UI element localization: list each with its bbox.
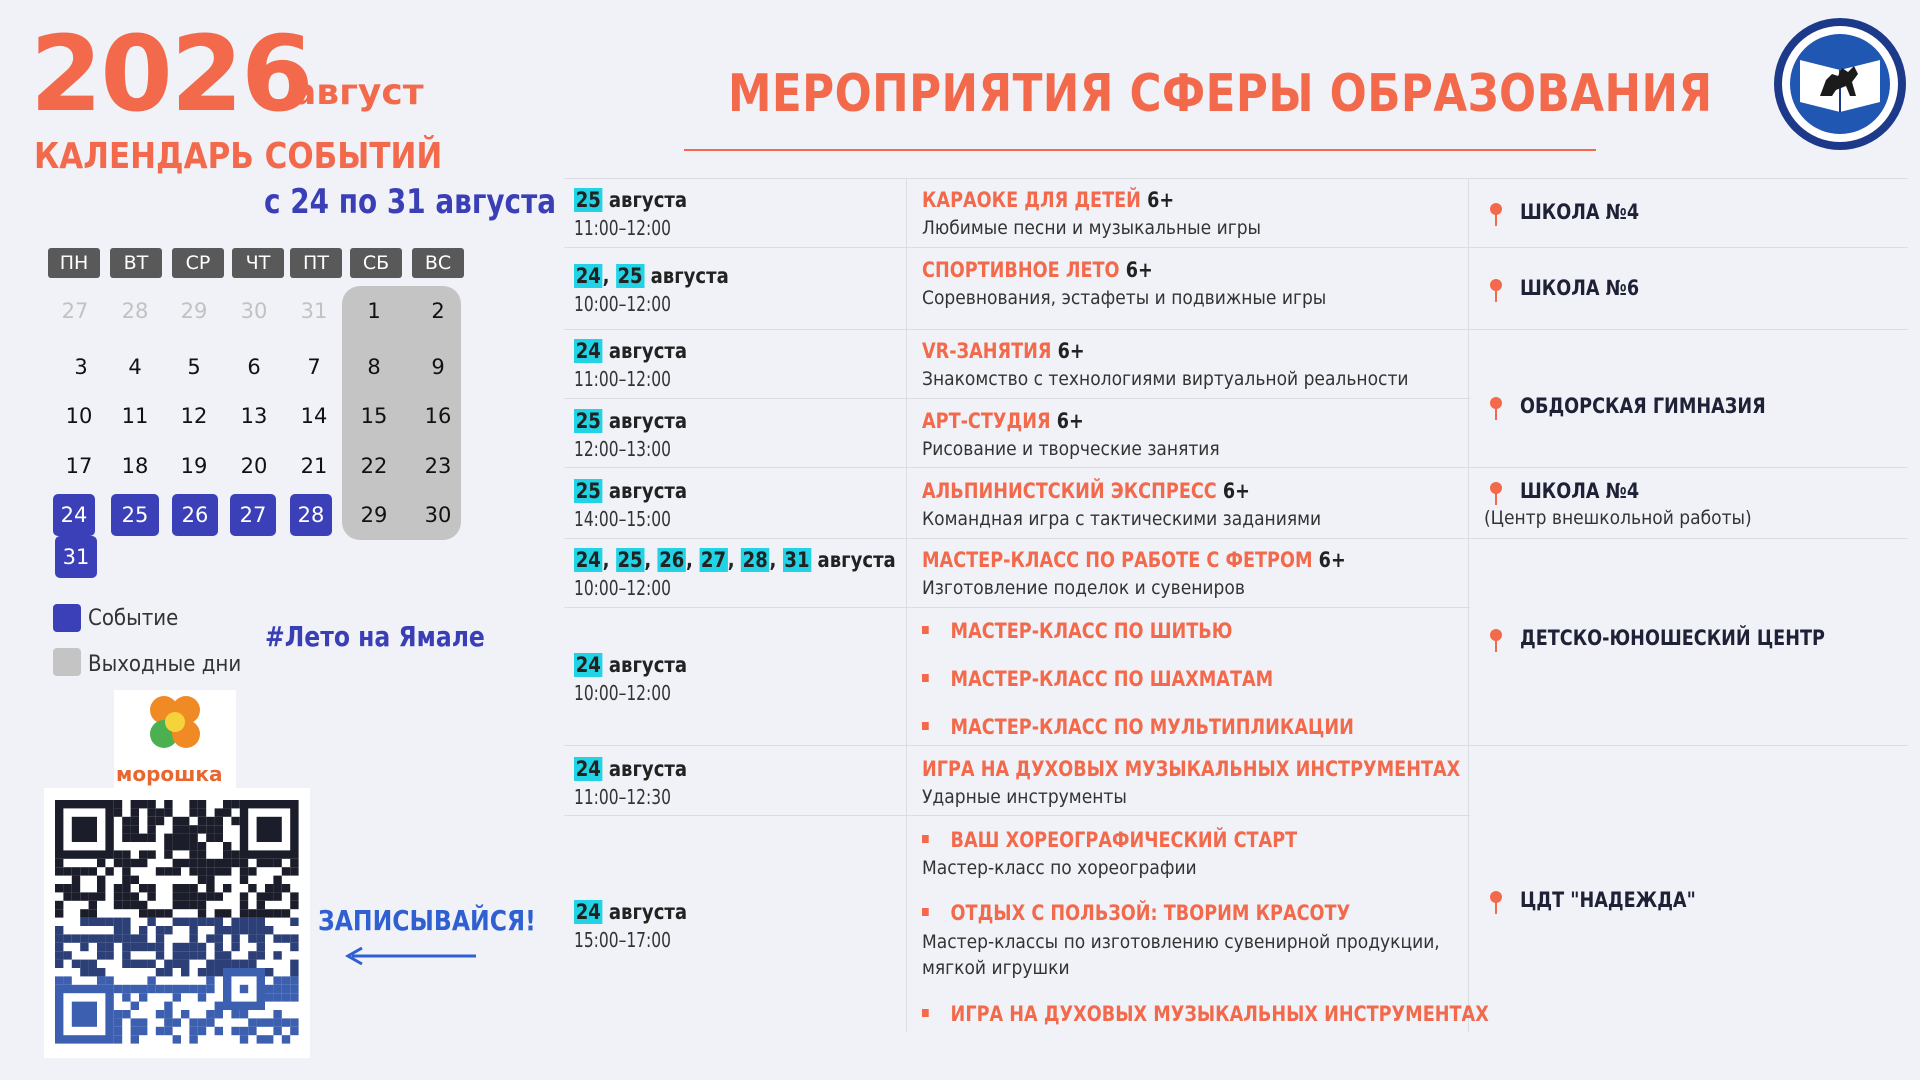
event-date: 24, 25, 26, 27, 28, 31 августа: [575, 548, 896, 572]
row-divider: [564, 745, 1908, 746]
title-divider: [684, 149, 1596, 151]
calendar-day: 2: [431, 299, 445, 323]
event-time: 11:00–12:00: [574, 367, 671, 391]
row-divider: [564, 398, 1470, 399]
location-pin-icon: [1488, 202, 1504, 228]
location-pin-icon: [1488, 481, 1504, 507]
calendar-day: 20: [240, 454, 268, 478]
event-bullet-item: ИГРА НА ДУХОВЫХ МУЗЫКАЛЬНЫХ ИНСТРУМЕНТАХ: [922, 1002, 1489, 1026]
event-time: 15:00–17:00: [574, 928, 671, 952]
event-description: Соревнования, эстафеты и подвижные игры: [922, 287, 1327, 309]
calendar-day: 23: [424, 454, 452, 478]
weekday-sun: ВС: [412, 248, 464, 278]
event-bullet-item: ВАШ ХОРЕОГРАФИЧЕСКИЙ СТАРТ: [922, 828, 1297, 852]
event-legend-label: Событие: [88, 606, 179, 631]
calendar-day: 15: [360, 404, 388, 428]
arrow-left-icon: [342, 946, 478, 966]
calendar-day: 10: [65, 404, 93, 428]
calendar-day: 27: [61, 299, 89, 323]
event-bullet-item: ОТДЫХ С ПОЛЬЗОЙ: ТВОРИМ КРАСОТУ: [922, 901, 1350, 925]
weekday-wed: СР: [172, 248, 224, 278]
calendar-day: 19: [180, 454, 208, 478]
calendar-day: 6: [247, 355, 261, 379]
hashtag: #Лето на Ямале: [265, 620, 485, 653]
moroshka-logo-text: морошка: [116, 762, 223, 786]
date-range: с 24 по 31 августа: [264, 182, 557, 222]
calendar-day: 29: [360, 503, 388, 527]
event-description: Любимые песни и музыкальные игры: [922, 217, 1262, 239]
event-time: 12:00–13:00: [574, 437, 671, 461]
calendar-day-event[interactable]: 31: [55, 536, 97, 578]
row-divider: [564, 178, 1908, 179]
calendar-day-event[interactable]: 27: [230, 494, 276, 536]
row-divider: [564, 607, 1470, 608]
event-bullet-item: МАСТЕР-КЛАСС ПО ШАХМАТАМ: [922, 667, 1273, 691]
event-title: КАРАОКЕ ДЛЯ ДЕТЕЙ 6+: [922, 188, 1175, 212]
weekend-legend-swatch: [53, 648, 81, 676]
calendar-day: 9: [431, 355, 445, 379]
bullet-icon: [922, 1009, 929, 1017]
calendar-day: 3: [74, 355, 88, 379]
calendar-day: 5: [187, 355, 201, 379]
event-title: МАСТЕР-КЛАСС ПО РАБОТЕ С ФЕТРОМ 6+: [922, 548, 1346, 572]
event-title: ИГРА НА ДУХОВЫХ МУЗЫКАЛЬНЫХ ИНСТРУМЕНТАХ: [922, 757, 1461, 781]
weekday-mon: ПН: [48, 248, 100, 278]
event-description: Рисование и творческие занятия: [922, 438, 1220, 460]
calendar-day: 12: [180, 404, 208, 428]
column-divider: [1468, 178, 1469, 1032]
calendar-day: 18: [121, 454, 149, 478]
calendar-day: 4: [128, 355, 142, 379]
calendar-day: 22: [360, 454, 388, 478]
event-description: Знакомство с технологиями виртуальной реальности: [922, 368, 1409, 390]
qr-code-icon: [44, 788, 310, 1058]
event-legend-swatch: [53, 604, 81, 632]
weekend-legend-label: Выходные дни: [88, 652, 242, 677]
calendar-day: 31: [300, 299, 328, 323]
venue-name: ШКОЛА №4: [1520, 479, 1640, 503]
event-date: 25 августа: [575, 409, 688, 433]
event-bullet-item: МАСТЕР-КЛАСС ПО МУЛЬТИПЛИКАЦИИ: [922, 715, 1354, 739]
event-bullet-item: МАСТЕР-КЛАСС ПО ШИТЬЮ: [922, 619, 1232, 643]
main-title: МЕРОПРИЯТИЯ СФЕРЫ ОБРАЗОВАНИЯ: [728, 64, 1713, 124]
weekday-sat: СБ: [350, 248, 402, 278]
event-title: АРТ-СТУДИЯ 6+: [922, 409, 1084, 433]
weekday-tue: ВТ: [110, 248, 162, 278]
calendar-day: 28: [121, 299, 149, 323]
event-description: Мастер-классы по изготовлению сувенирной продукции,: [922, 931, 1440, 953]
event-description: мягкой игрушки: [922, 957, 1070, 979]
venue-subtitle: (Центр внешкольной работы): [1484, 507, 1752, 529]
weekday-fri: ПТ: [290, 248, 342, 278]
calendar-day-event[interactable]: 25: [111, 494, 159, 536]
calendar-day: 11: [121, 404, 149, 428]
event-date: 24 августа: [575, 757, 688, 781]
calendar-day: 17: [65, 454, 93, 478]
calendar-day-event[interactable]: 28: [290, 494, 332, 536]
event-time: 14:00–15:00: [574, 507, 671, 531]
location-pin-icon: [1488, 396, 1504, 422]
month: август: [292, 72, 424, 113]
event-date: 24 августа: [575, 900, 688, 924]
bullet-icon: [922, 908, 929, 916]
event-title: VR-ЗАНЯТИЯ 6+: [922, 339, 1085, 363]
year: 2026: [30, 13, 312, 135]
calendar-day-event[interactable]: 24: [53, 494, 95, 536]
calendar-day: 8: [367, 355, 381, 379]
venue-name: ШКОЛА №6: [1520, 276, 1640, 300]
location-pin-icon: [1488, 890, 1504, 916]
calendar-day: 14: [300, 404, 328, 428]
calendar-day: 13: [240, 404, 268, 428]
venue-name: ШКОЛА №4: [1520, 200, 1640, 224]
event-title: СПОРТИВНОЕ ЛЕТО 6+: [922, 258, 1153, 282]
event-description: Командная игра с тактическими заданиями: [922, 508, 1322, 530]
column-divider: [906, 178, 907, 1032]
row-divider: [564, 467, 1908, 468]
event-time: 10:00–12:00: [574, 681, 671, 705]
event-time: 10:00–12:00: [574, 576, 671, 600]
bullet-icon: [922, 626, 929, 634]
calendar-day-event[interactable]: 26: [172, 494, 218, 536]
bullet-icon: [922, 722, 929, 730]
calendar-title: КАЛЕНДАРЬ СОБЫТИЙ: [34, 136, 443, 177]
calendar-day: 30: [424, 503, 452, 527]
event-time: 10:00–12:00: [574, 292, 671, 316]
venue-name: ОБДОРСКАЯ ГИМНАЗИЯ: [1520, 394, 1766, 418]
location-pin-icon: [1488, 628, 1504, 654]
signup-label: ЗАПИСЫВАЙСЯ!: [318, 904, 536, 937]
event-title: АЛЬПИНИСТСКИЙ ЭКСПРЕСС 6+: [922, 479, 1250, 503]
venue-name: ДЕТСКО-ЮНОШЕСКИЙ ЦЕНТР: [1520, 626, 1825, 650]
event-date: 25 августа: [575, 188, 688, 212]
weekday-thu: ЧТ: [232, 248, 284, 278]
event-time: 11:00–12:30: [574, 785, 671, 809]
calendar-day: 30: [240, 299, 268, 323]
calendar-day: 16: [424, 404, 452, 428]
event-description: Мастер-класс по хореографии: [922, 857, 1197, 879]
calendar-day: 29: [180, 299, 208, 323]
event-date: 24 августа: [575, 653, 688, 677]
event-date: 24, 25 августа: [575, 264, 729, 288]
event-description: Изготовление поделок и сувениров: [922, 577, 1245, 599]
event-date: 24 августа: [575, 339, 688, 363]
event-description: Ударные инструменты: [922, 786, 1127, 808]
event-date: 25 августа: [575, 479, 688, 503]
qr-code[interactable]: [44, 788, 310, 1058]
calendar-day: 1: [367, 299, 381, 323]
row-divider: [564, 815, 1470, 816]
event-time: 11:00–12:00: [574, 216, 671, 240]
row-divider: [564, 247, 1908, 248]
row-divider: [564, 538, 1908, 539]
calendar-day: 21: [300, 454, 328, 478]
bullet-icon: [922, 835, 929, 843]
bullet-icon: [922, 674, 929, 682]
calendar-day: 7: [307, 355, 321, 379]
flower-icon: [114, 690, 236, 762]
location-pin-icon: [1488, 278, 1504, 304]
venue-name: ЦДТ "НАДЕЖДА": [1520, 888, 1696, 912]
row-divider: [564, 329, 1908, 330]
city-emblem-icon: [1772, 16, 1908, 152]
